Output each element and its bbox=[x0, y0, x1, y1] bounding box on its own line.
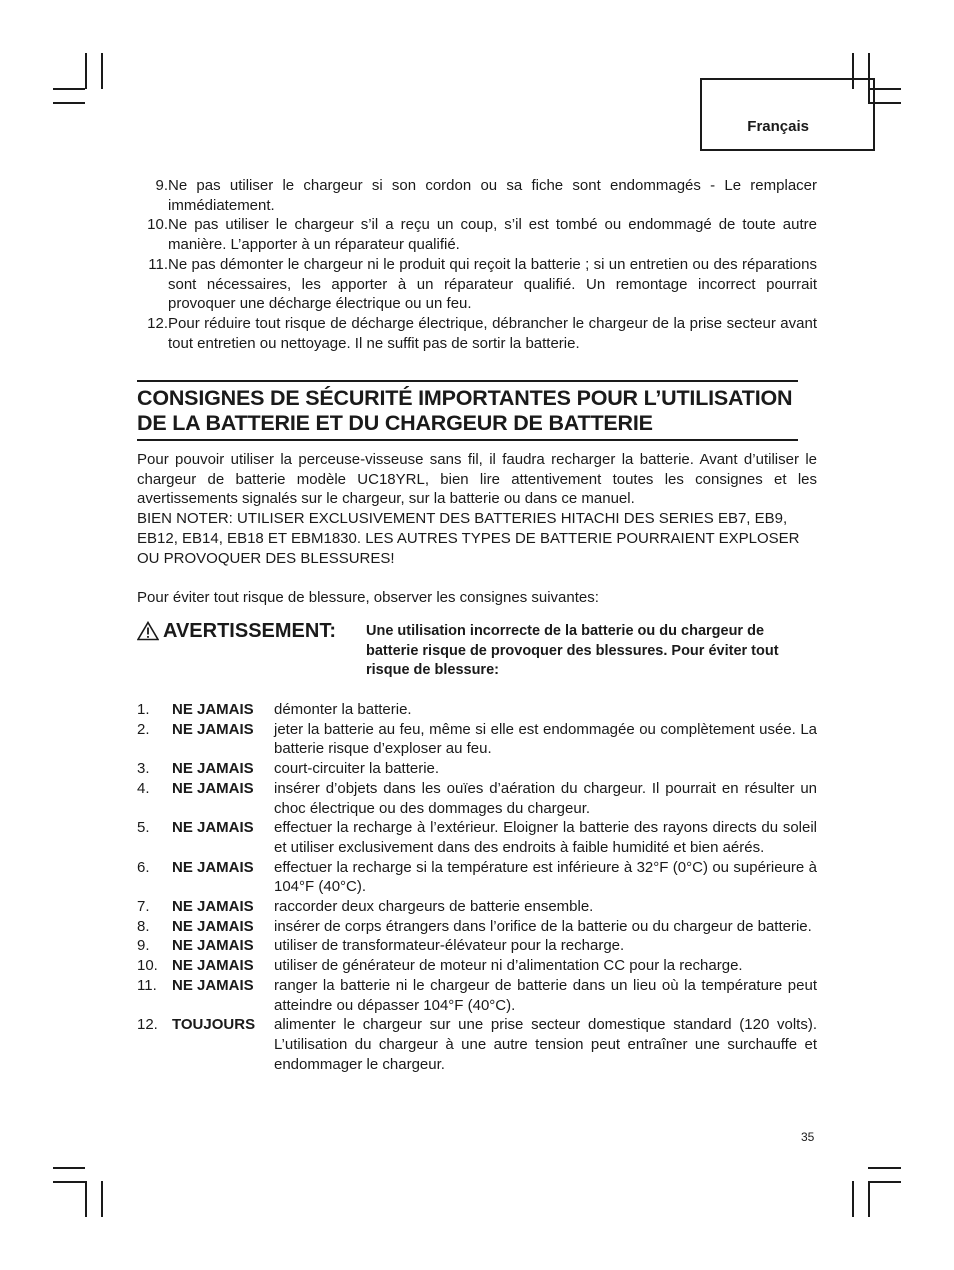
item-keyword: NE JAMAIS bbox=[172, 858, 254, 876]
heading-line: DE LA BATTERIE ET DU CHARGEUR DE BATTERIE bbox=[137, 411, 653, 435]
item-number: 10. bbox=[137, 957, 158, 975]
item-number: 4. bbox=[137, 779, 150, 797]
section-heading bbox=[137, 386, 817, 436]
item-number: 10. bbox=[147, 216, 168, 234]
item-keyword: NE JAMAIS bbox=[172, 937, 254, 955]
item-text: Ne pas utiliser le chargeur s’il a reçu un coup, s’il est tombé ou endommagé de toute autre manière. L’apporter à un réparateur qualifié. bbox=[168, 216, 817, 254]
item-number: 2. bbox=[137, 720, 150, 738]
item-number: 1. bbox=[137, 701, 150, 718]
item-keyword: NE JAMAIS bbox=[172, 898, 254, 916]
language-tab bbox=[700, 78, 875, 151]
item-text: alimenter le chargeur sur une prise secteur domestique standard (120 volts). L’utilisation du chargeur à une autre tension peut entraîner une surchauffe et endommager le chargeur. bbox=[274, 1016, 817, 1073]
warning-text: Une utilisation incorrecte de la batterie ou du chargeur de batterie risque de provoquer des blessures. Pour éviter tout risque de blessure: bbox=[366, 623, 779, 679]
list-item bbox=[137, 176, 817, 215]
divider bbox=[137, 380, 798, 382]
warning-label: AVERTISSEMENT: bbox=[163, 620, 336, 642]
item-number: 9. bbox=[155, 177, 168, 194]
list-item bbox=[137, 255, 817, 314]
list-item bbox=[137, 818, 817, 857]
list-item bbox=[137, 700, 817, 720]
item-keyword: TOUJOURS bbox=[172, 1016, 256, 1034]
list-item bbox=[137, 779, 817, 818]
list-item bbox=[137, 720, 817, 759]
item-text: insérer d’objets dans les ouïes d’aération du chargeur. Il pourrait en résulter un choc électrique ou des dommages du chargeur. bbox=[274, 779, 817, 817]
warning-triangle-icon bbox=[137, 621, 159, 641]
list-item bbox=[137, 936, 817, 956]
item-text: ranger la batterie ni le chargeur de batterie dans un lieu où la température peut atteindre ou dépasser 104°F (40°C). bbox=[274, 976, 817, 1014]
item-keyword: NE JAMAIS bbox=[172, 976, 254, 994]
lead-paragraph: Pour éviter tout risque de blessure, observer les consignes suivantes: bbox=[137, 589, 599, 606]
item-number: 11. bbox=[137, 976, 157, 994]
list-item bbox=[137, 1015, 817, 1074]
language-label: Français bbox=[747, 118, 809, 135]
item-text: court-circuiter la batterie. bbox=[274, 760, 440, 778]
list-item bbox=[137, 917, 817, 937]
intro-text: Pour pouvoir utiliser la perceuse-visseuse sans fil, il faudra recharger la batterie. Avant d’utiliser le chargeur de batterie modèle UC18YRL, bien lire attentivement toutes les consignes et les avertissements signalés sur le chargeur, sur la batterie ou dans ce manuel. bbox=[137, 451, 817, 508]
item-text: utiliser de générateur de moteur ni d’alimentation CC pour la recharge. bbox=[274, 957, 743, 975]
item-number: 5. bbox=[137, 819, 150, 837]
item-text: Ne pas utiliser le chargeur si son cordon ou sa fiche sont endommagés - Le remplacer immédiatement. bbox=[168, 177, 817, 214]
item-text: Pour réduire tout risque de décharge électrique, débrancher le chargeur de la prise secteur avant tout entretien ou nettoyage. Il ne suffit pas de sortir la batterie. bbox=[168, 314, 817, 352]
heading-line: CONSIGNES DE SÉCURITÉ IMPORTANTES POUR L’UTILISATION bbox=[137, 386, 793, 410]
item-number: 12. bbox=[147, 314, 168, 332]
intro-paragraph bbox=[137, 450, 817, 568]
item-text: démonter la batterie. bbox=[274, 701, 412, 718]
item-number: 3. bbox=[137, 760, 150, 778]
item-keyword: NE JAMAIS bbox=[172, 760, 254, 778]
item-number: 8. bbox=[137, 917, 150, 935]
list-item bbox=[137, 858, 817, 897]
item-keyword: NE JAMAIS bbox=[172, 957, 254, 975]
item-text: Ne pas démonter le chargeur ni le produit qui reçoit la batterie ; si un entretien ou des réparations sont nécessaires, les apporter à un réparateur qualifié. Un remontage incorrect pourrait provoquer une décharge électrique ou un feu. bbox=[168, 255, 817, 313]
item-text: raccorder deux chargeurs de batterie ensemble. bbox=[274, 898, 594, 916]
warning-title bbox=[137, 620, 336, 642]
item-text: effectuer la recharge si la température est inférieure à 32°F (0°C) ou supérieure à 104°F (40°C). bbox=[274, 858, 817, 896]
item-text: effectuer la recharge à l’extérieur. Eloigner la batterie des rayons directs du soleil et utiliser exclusivement dans des endroits à faible humidité et bien aérés. bbox=[274, 819, 817, 856]
item-keyword: NE JAMAIS bbox=[172, 917, 254, 935]
item-keyword: NE JAMAIS bbox=[172, 720, 254, 738]
item-text: insérer de corps étrangers dans l’orifice de la batterie ou du chargeur de batterie. bbox=[274, 917, 812, 935]
list-item bbox=[137, 215, 817, 254]
list-item bbox=[137, 759, 817, 779]
page-number: 35 bbox=[801, 1130, 815, 1144]
item-number: 11. bbox=[148, 255, 168, 273]
item-text: jeter la batterie au feu, même si elle est endommagée ou complètement usée. La batterie risque d’exploser au feu. bbox=[274, 720, 817, 758]
notice-text: BIEN NOTER: UTILISER EXCLUSIVEMENT DES BATTERIES HITACHI DES SERIES EB7, EB9, EB12, EB14, EB18 ET EBM1830. LES AUTRES TYPES DE BATTERIE POURRAIENT EXPLOSER OU PROVOQUER DES BLESSURES! bbox=[137, 510, 800, 567]
battery-rules-list bbox=[137, 700, 817, 1074]
list-item bbox=[137, 976, 817, 1015]
item-number: 12. bbox=[137, 1016, 158, 1034]
item-number: 7. bbox=[137, 898, 150, 916]
item-keyword: NE JAMAIS bbox=[172, 701, 254, 718]
charger-safety-list bbox=[137, 176, 817, 353]
list-item bbox=[137, 897, 817, 917]
list-item bbox=[137, 314, 817, 353]
item-number: 6. bbox=[137, 858, 150, 876]
item-number: 9. bbox=[137, 937, 150, 955]
item-keyword: NE JAMAIS bbox=[172, 819, 254, 837]
item-text: utiliser de transformateur-élévateur pour la recharge. bbox=[274, 937, 625, 955]
list-item bbox=[137, 956, 817, 976]
divider bbox=[137, 439, 798, 441]
item-keyword: NE JAMAIS bbox=[172, 779, 254, 797]
